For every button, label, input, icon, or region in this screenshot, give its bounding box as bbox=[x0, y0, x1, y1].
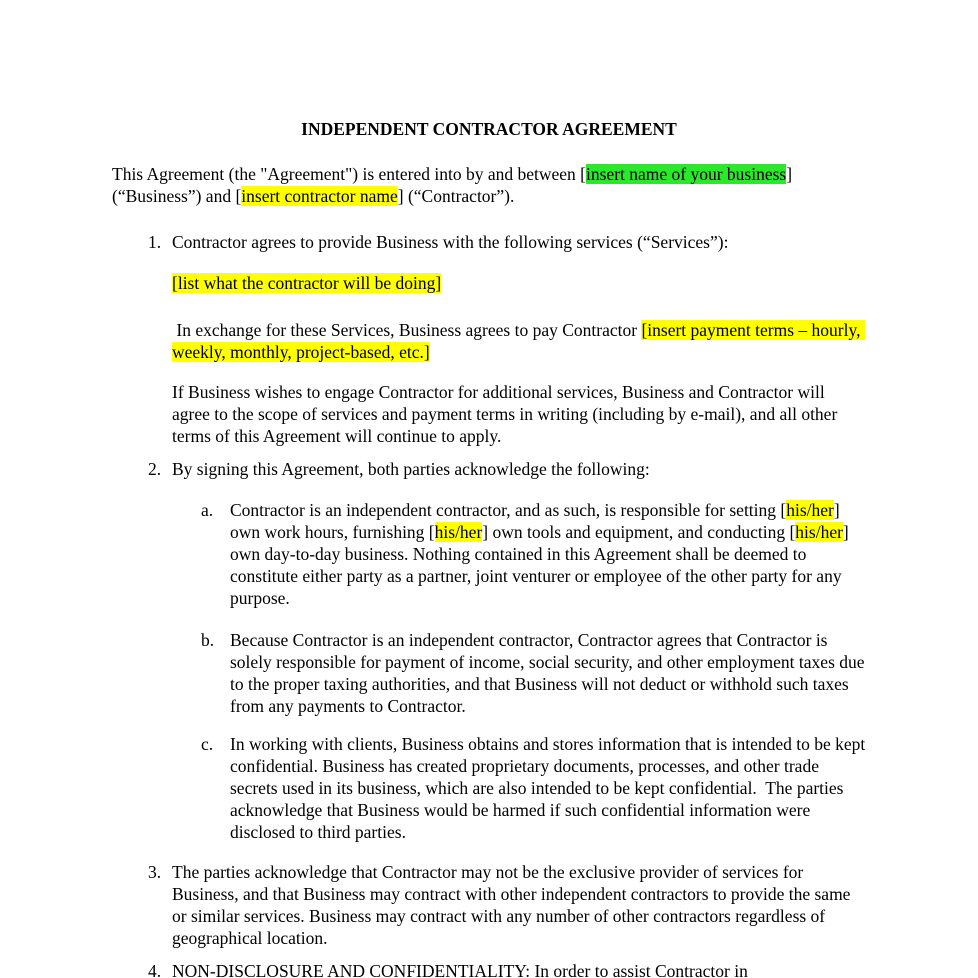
sub-item-b-marker: b. bbox=[201, 630, 215, 650]
highlight-placeholder: insert contractor name bbox=[241, 186, 398, 206]
list-item-1-marker: 1. bbox=[148, 232, 162, 252]
list-item-2-content bbox=[172, 458, 870, 861]
highlight-placeholder: his/her bbox=[434, 522, 483, 542]
highlight-placeholder: [list what the contractor will be doing] bbox=[172, 273, 442, 293]
sub-item-c-paragraph bbox=[230, 733, 870, 843]
sub-item-a bbox=[172, 499, 866, 629]
list-item-4-content bbox=[172, 960, 866, 978]
text-segment: If Business wishes to engage Contractor for additional services, Business and Contractor will agree to the scope of services and payment terms in writing (including by e-mail), and all other terms of this Agreement will continue to apply. bbox=[172, 382, 842, 446]
highlight-placeholder: [insert payment terms – hourly, weekly, monthly, project-based, etc.] bbox=[172, 320, 865, 362]
list-item-1-content bbox=[172, 231, 866, 458]
text-segment: ] own tools and equipment, and conducting [ bbox=[482, 522, 796, 542]
sub-item-b-content bbox=[230, 629, 869, 733]
text-segment: ] own work hours, furnishing [ bbox=[230, 500, 845, 542]
list-item-2-marker: 2. bbox=[148, 459, 162, 479]
text-segment: In working with clients, Business obtains and stores information that is intended to be kept confidential. Business has created proprietary documents, processes, and other trade secrets used in its business, which are also intended to be kept confidential. The parties acknowledge that Business would be harmed if such confidential information were disclosed to third parties. bbox=[230, 734, 870, 842]
document-title: INDEPENDENT CONTRACTOR AGREEMENT bbox=[301, 119, 677, 139]
highlight-placeholder: insert name of your business bbox=[586, 164, 787, 184]
text-segment: This Agreement (the "Agreement") is entered into by and between [ bbox=[112, 164, 586, 184]
list-item-3-marker: 3. bbox=[148, 862, 162, 882]
sub-item-a-paragraph bbox=[230, 499, 866, 609]
text-segment: ] (“Contractor”). bbox=[397, 186, 515, 206]
text-segment: The parties acknowledge that Contractor may not be the exclusive provider of services for Business, and that Business may contract with other independent contractors to provide the same or similar services. Business may contract with any number of other contractors regardless of geographical location. bbox=[172, 862, 855, 948]
text-segment: ] own day-to-day business. Nothing contained in this Agreement shall be deemed to constitute either party as a partner, joint venturer or employee of the other party for any purpose. bbox=[230, 522, 854, 608]
services-placeholder-paragraph bbox=[172, 272, 866, 294]
text-segment: By signing this Agreement, both parties acknowledge the following: bbox=[172, 459, 650, 479]
list-item-3 bbox=[112, 861, 866, 960]
text-segment: In exchange for these Services, Business agrees to pay Contractor bbox=[172, 320, 642, 340]
list-item-4-marker: 4. bbox=[148, 961, 162, 978]
additional-services-paragraph bbox=[172, 381, 866, 447]
list-item-4 bbox=[112, 960, 866, 978]
highlight-placeholder: his/her bbox=[795, 522, 843, 542]
sub-item-a-content bbox=[230, 499, 866, 629]
list-item-1 bbox=[112, 231, 866, 458]
intro-paragraph bbox=[112, 163, 866, 207]
list-item-2 bbox=[112, 458, 870, 861]
list-item-3-content bbox=[172, 861, 866, 960]
sub-item-c-content bbox=[230, 733, 870, 861]
text-segment: Contractor is an independent contractor, and as such, is responsible for setting [ bbox=[230, 500, 787, 520]
text-segment: NON-DISCLOSURE AND CONFIDENTIALITY: In order to assist Contractor in bbox=[172, 961, 748, 978]
text-segment: ] (“Business”) and [ bbox=[112, 164, 797, 206]
sub-item-a-marker: a. bbox=[201, 500, 214, 520]
sub-item-c-marker: c. bbox=[201, 734, 214, 754]
text-segment: Because Contractor is an independent contractor, Contractor agrees that Contractor is solely responsible for payment of income, social security, and other employment taxes due to the proper taxing authorities, and that Business will not deduct or withhold such taxes from any payments to Contractor. bbox=[230, 630, 869, 716]
sub-item-c bbox=[172, 733, 870, 861]
highlight-placeholder: his/her bbox=[786, 500, 834, 520]
item-1-lead bbox=[172, 231, 866, 253]
sub-item-b-paragraph bbox=[230, 629, 869, 717]
item-4-lead bbox=[172, 960, 866, 978]
payment-terms-paragraph bbox=[172, 319, 866, 363]
item-2-lead bbox=[172, 458, 866, 480]
text-segment: Contractor agrees to provide Business with the following services (“Services”): bbox=[172, 232, 729, 252]
sub-item-b bbox=[172, 629, 869, 733]
item-3-lead bbox=[172, 861, 866, 949]
